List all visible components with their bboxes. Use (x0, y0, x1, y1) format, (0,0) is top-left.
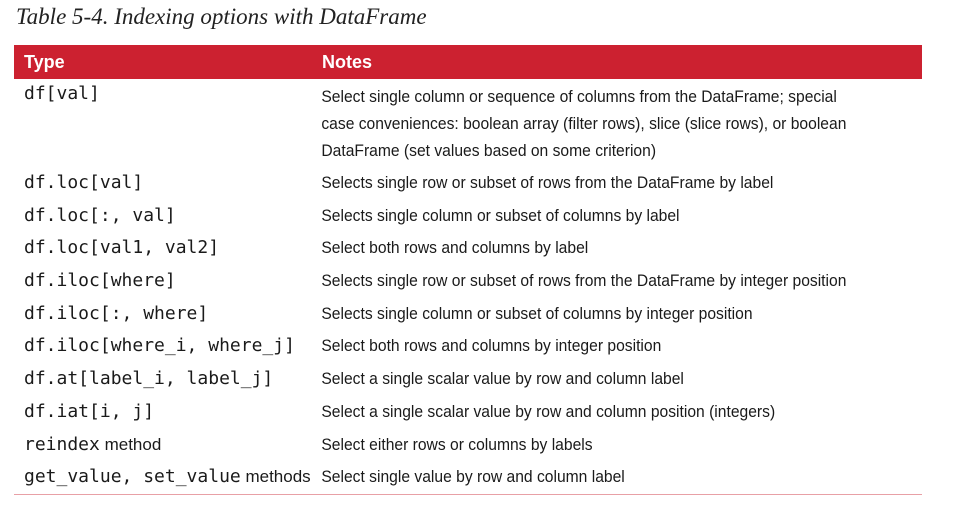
type-suffix: methods (240, 467, 311, 487)
notes-cell: Selects single row or subset of rows from the DataFrame by label (321, 173, 774, 192)
type-cell (14, 270, 314, 292)
table-row (14, 363, 922, 396)
table-row (14, 461, 922, 494)
table-caption: Table 5-4. Indexing options with DataFrame (16, 4, 427, 29)
type-code: df[val] (24, 83, 100, 104)
type-cell (14, 368, 314, 390)
table-row (14, 79, 922, 167)
notes-cell: Select single value by row and column label (321, 467, 625, 487)
table-row (14, 167, 922, 200)
notes-cell: Select both rows and columns by label (321, 238, 589, 258)
type-code: df.iloc[where] (24, 270, 176, 292)
type-code: get_value, set_value (24, 466, 241, 488)
type-cell (14, 335, 314, 357)
notes-cell: Selects single column or subset of columns by label (321, 205, 680, 225)
type-cell (14, 466, 314, 488)
notes-cell: Select either rows or columns by labels (321, 434, 593, 454)
type-code: reindex (24, 433, 100, 455)
table-row (14, 232, 922, 265)
type-code: df.iat[i, j] (24, 400, 155, 422)
table-row (14, 298, 922, 331)
table-row (14, 265, 922, 298)
notes-cell: Select both rows and columns by integer position (321, 336, 662, 356)
table-header (14, 45, 922, 79)
notes-cell: Selects single row or subset of rows from the DataFrame by integer position (321, 271, 847, 291)
type-code: df.iloc[where_i, where_j] (24, 335, 295, 357)
type-cell (14, 303, 314, 325)
table-row (14, 429, 922, 462)
table-row (14, 330, 922, 363)
notes-cell: Select a single scalar value by row and column position (integers) (321, 401, 776, 421)
notes-cell: Select a single scalar value by row and column label (321, 369, 684, 389)
header-notes: Notes (322, 51, 373, 72)
notes-cell: Select single column or sequence of columns from the DataFrame; special case conveniences: boolean array (filter rows), slice (slice rows), or boolean DataFrame (set values based on some criterion) (321, 87, 847, 160)
type-code: df.loc[val1, val2] (24, 237, 220, 259)
indexing-options-table (14, 45, 922, 495)
type-code: df.loc[:, val] (24, 204, 176, 226)
type-code: df.loc[val] (24, 172, 144, 193)
header-type: Type (24, 51, 65, 72)
table-row (14, 396, 922, 429)
type-cell (14, 83, 314, 105)
table-bottom-rule (14, 494, 922, 495)
table-row (14, 200, 922, 233)
type-cell (14, 434, 314, 456)
type-cell (14, 401, 314, 423)
type-suffix: method (99, 434, 162, 454)
type-cell (14, 237, 314, 259)
notes-cell: Selects single column or subset of columns by integer position (321, 303, 753, 323)
type-code: df.iloc[:, where] (24, 302, 209, 324)
type-cell (14, 172, 314, 194)
type-code: df.at[label_i, label_j] (24, 368, 274, 390)
type-cell (14, 205, 314, 227)
